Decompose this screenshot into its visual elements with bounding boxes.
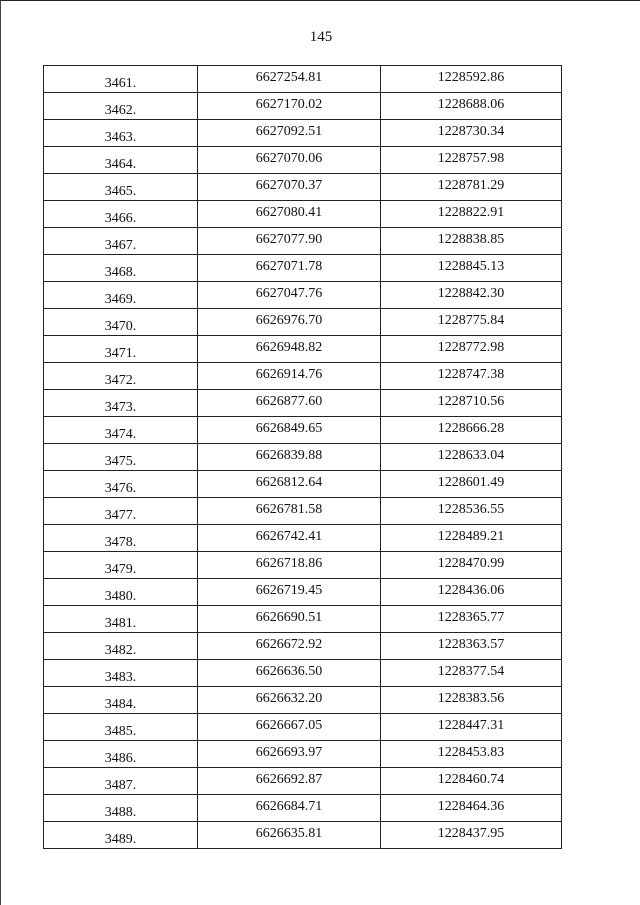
y-coordinate-cell: 1228460.74 (381, 768, 562, 795)
y-coordinate-cell: 1228845.13 (381, 255, 562, 282)
x-coordinate-cell: 6626692.87 (198, 768, 381, 795)
y-coordinate-cell: 1228447.31 (381, 714, 562, 741)
x-coordinate-cell: 6626635.81 (198, 822, 381, 849)
point-number-cell: 3474. (44, 417, 198, 444)
point-number-cell: 3482. (44, 633, 198, 660)
x-coordinate-cell: 6626914.76 (198, 363, 381, 390)
y-coordinate-cell: 1228536.55 (381, 498, 562, 525)
x-coordinate-cell: 6626693.97 (198, 741, 381, 768)
table-row (44, 363, 562, 390)
x-coordinate-cell: 6626742.41 (198, 525, 381, 552)
y-coordinate-cell: 1228730.34 (381, 120, 562, 147)
point-number-cell: 3465. (44, 174, 198, 201)
point-number-cell: 3466. (44, 201, 198, 228)
point-number-cell: 3471. (44, 336, 198, 363)
table-row (44, 282, 562, 309)
table-row (44, 606, 562, 633)
table-row (44, 741, 562, 768)
table-row (44, 444, 562, 471)
x-coordinate-cell: 6626719.45 (198, 579, 381, 606)
point-number-cell: 3484. (44, 687, 198, 714)
table-row (44, 714, 562, 741)
point-number-cell: 3467. (44, 228, 198, 255)
x-coordinate-cell: 6626636.50 (198, 660, 381, 687)
table-row (44, 633, 562, 660)
x-coordinate-cell: 6626672.92 (198, 633, 381, 660)
x-coordinate-cell: 6626718.86 (198, 552, 381, 579)
table-row (44, 795, 562, 822)
point-number-cell: 3485. (44, 714, 198, 741)
x-coordinate-cell: 6626812.64 (198, 471, 381, 498)
table-row (44, 471, 562, 498)
x-coordinate-cell: 6626632.20 (198, 687, 381, 714)
x-coordinate-cell: 6626849.65 (198, 417, 381, 444)
table-row (44, 525, 562, 552)
x-coordinate-cell: 6626684.71 (198, 795, 381, 822)
y-coordinate-cell: 1228489.21 (381, 525, 562, 552)
table-row (44, 768, 562, 795)
y-coordinate-cell: 1228470.99 (381, 552, 562, 579)
point-number-cell: 3469. (44, 282, 198, 309)
y-coordinate-cell: 1228772.98 (381, 336, 562, 363)
point-number-cell: 3475. (44, 444, 198, 471)
point-number-cell: 3488. (44, 795, 198, 822)
point-number-cell: 3479. (44, 552, 198, 579)
point-number-cell: 3468. (44, 255, 198, 282)
y-coordinate-cell: 1228363.57 (381, 633, 562, 660)
y-coordinate-cell: 1228775.84 (381, 309, 562, 336)
table-row (44, 552, 562, 579)
x-coordinate-cell: 6627170.02 (198, 93, 381, 120)
x-coordinate-cell: 6627077.90 (198, 228, 381, 255)
table-row (44, 255, 562, 282)
y-coordinate-cell: 1228822.91 (381, 201, 562, 228)
y-coordinate-cell: 1228383.56 (381, 687, 562, 714)
point-number-cell: 3480. (44, 579, 198, 606)
table-row (44, 687, 562, 714)
point-number-cell: 3489. (44, 822, 198, 849)
y-coordinate-cell: 1228688.06 (381, 93, 562, 120)
coordinates-table (43, 65, 562, 849)
table-row (44, 174, 562, 201)
table-row (44, 228, 562, 255)
table-row (44, 660, 562, 687)
point-number-cell: 3461. (44, 66, 198, 93)
table-row (44, 93, 562, 120)
x-coordinate-cell: 6627070.37 (198, 174, 381, 201)
point-number-cell: 3476. (44, 471, 198, 498)
table-row (44, 498, 562, 525)
x-coordinate-cell: 6626877.60 (198, 390, 381, 417)
x-coordinate-cell: 6627080.41 (198, 201, 381, 228)
point-number-cell: 3470. (44, 309, 198, 336)
x-coordinate-cell: 6626948.82 (198, 336, 381, 363)
table-row (44, 417, 562, 444)
x-coordinate-cell: 6626839.88 (198, 444, 381, 471)
y-coordinate-cell: 1228377.54 (381, 660, 562, 687)
x-coordinate-cell: 6627092.51 (198, 120, 381, 147)
x-coordinate-cell: 6627071.78 (198, 255, 381, 282)
y-coordinate-cell: 1228437.95 (381, 822, 562, 849)
y-coordinate-cell: 1228592.86 (381, 66, 562, 93)
point-number-cell: 3483. (44, 660, 198, 687)
y-coordinate-cell: 1228453.83 (381, 741, 562, 768)
y-coordinate-cell: 1228633.04 (381, 444, 562, 471)
point-number-cell: 3473. (44, 390, 198, 417)
point-number-cell: 3472. (44, 363, 198, 390)
point-number-cell: 3463. (44, 120, 198, 147)
y-coordinate-cell: 1228842.30 (381, 282, 562, 309)
coordinates-table-body (44, 66, 562, 849)
x-coordinate-cell: 6626667.05 (198, 714, 381, 741)
point-number-cell: 3464. (44, 147, 198, 174)
table-row (44, 66, 562, 93)
point-number-cell: 3477. (44, 498, 198, 525)
y-coordinate-cell: 1228666.28 (381, 417, 562, 444)
y-coordinate-cell: 1228710.56 (381, 390, 562, 417)
y-coordinate-cell: 1228464.36 (381, 795, 562, 822)
table-row (44, 390, 562, 417)
x-coordinate-cell: 6627254.81 (198, 66, 381, 93)
y-coordinate-cell: 1228757.98 (381, 147, 562, 174)
point-number-cell: 3462. (44, 93, 198, 120)
table-row (44, 822, 562, 849)
point-number-cell: 3486. (44, 741, 198, 768)
y-coordinate-cell: 1228781.29 (381, 174, 562, 201)
table-row (44, 147, 562, 174)
y-coordinate-cell: 1228838.85 (381, 228, 562, 255)
y-coordinate-cell: 1228601.49 (381, 471, 562, 498)
y-coordinate-cell: 1228436.06 (381, 579, 562, 606)
x-coordinate-cell: 6627047.76 (198, 282, 381, 309)
table-row (44, 336, 562, 363)
table-row (44, 201, 562, 228)
point-number-cell: 3478. (44, 525, 198, 552)
point-number-cell: 3481. (44, 606, 198, 633)
page-number: 145 (309, 29, 333, 45)
x-coordinate-cell: 6627070.06 (198, 147, 381, 174)
table-row (44, 309, 562, 336)
y-coordinate-cell: 1228365.77 (381, 606, 562, 633)
table-row (44, 120, 562, 147)
x-coordinate-cell: 6626976.70 (198, 309, 381, 336)
x-coordinate-cell: 6626781.58 (198, 498, 381, 525)
x-coordinate-cell: 6626690.51 (198, 606, 381, 633)
y-coordinate-cell: 1228747.38 (381, 363, 562, 390)
table-row (44, 579, 562, 606)
point-number-cell: 3487. (44, 768, 198, 795)
